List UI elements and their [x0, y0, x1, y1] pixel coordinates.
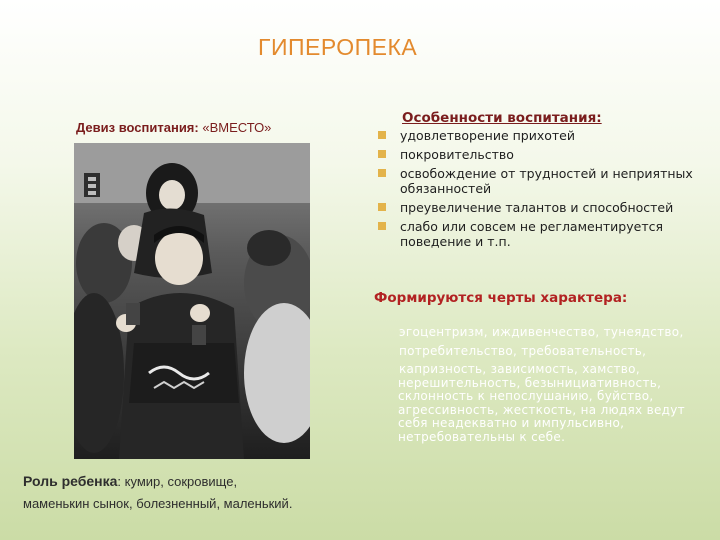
square-bullet-icon [378, 222, 386, 230]
features-list [378, 128, 713, 253]
child-role [23, 470, 403, 515]
motto-value: «ВМЕСТО» [202, 120, 272, 135]
features-title: Особенности воспитания: [402, 110, 602, 126]
motto-label: Девиз воспитания: [76, 120, 199, 135]
traits-paragraph: потребительство, требовательность, [399, 343, 647, 358]
slide-title: ГИПЕРОПЕКА [258, 34, 418, 60]
list-item [378, 219, 713, 249]
list-item [378, 147, 713, 162]
traits-paragraph: капризность, зависимость, хамство, нерешительность, безынициативность, склонность к непослушанию, буйство, агрессивность, жесткость, на людях ведут себя неадекватно и импульсивно, нетребовательны к себе. [398, 362, 685, 444]
square-bullet-icon [378, 203, 386, 211]
feature-text: освобождение от трудностей и неприятных обязанностей [400, 166, 693, 196]
father-carrying-child-photo [74, 143, 310, 459]
feature-text: покровительство [400, 147, 514, 162]
traits-paragraph: эгоцентризм, иждивенчество, тунеядство, [399, 325, 684, 339]
list-item [378, 166, 713, 196]
list-item [378, 200, 713, 215]
square-bullet-icon [378, 169, 386, 177]
motto [76, 120, 271, 135]
role-text-line2: маменькин сынок, болезненный, маленький. [23, 496, 293, 511]
feature-text: преувеличение талантов и способностей [400, 200, 674, 215]
traits-text [398, 326, 710, 449]
list-item [378, 128, 713, 143]
traits-title: Формируются черты характера: [374, 290, 628, 306]
square-bullet-icon [378, 150, 386, 158]
feature-text: слабо или совсем не регламентируется поведение и т.п. [400, 219, 663, 249]
role-label: Роль ребенка [23, 473, 118, 489]
feature-text: удовлетворение прихотей [400, 128, 575, 143]
square-bullet-icon [378, 131, 386, 139]
role-text-line1: : кумир, сокровище, [117, 474, 238, 489]
